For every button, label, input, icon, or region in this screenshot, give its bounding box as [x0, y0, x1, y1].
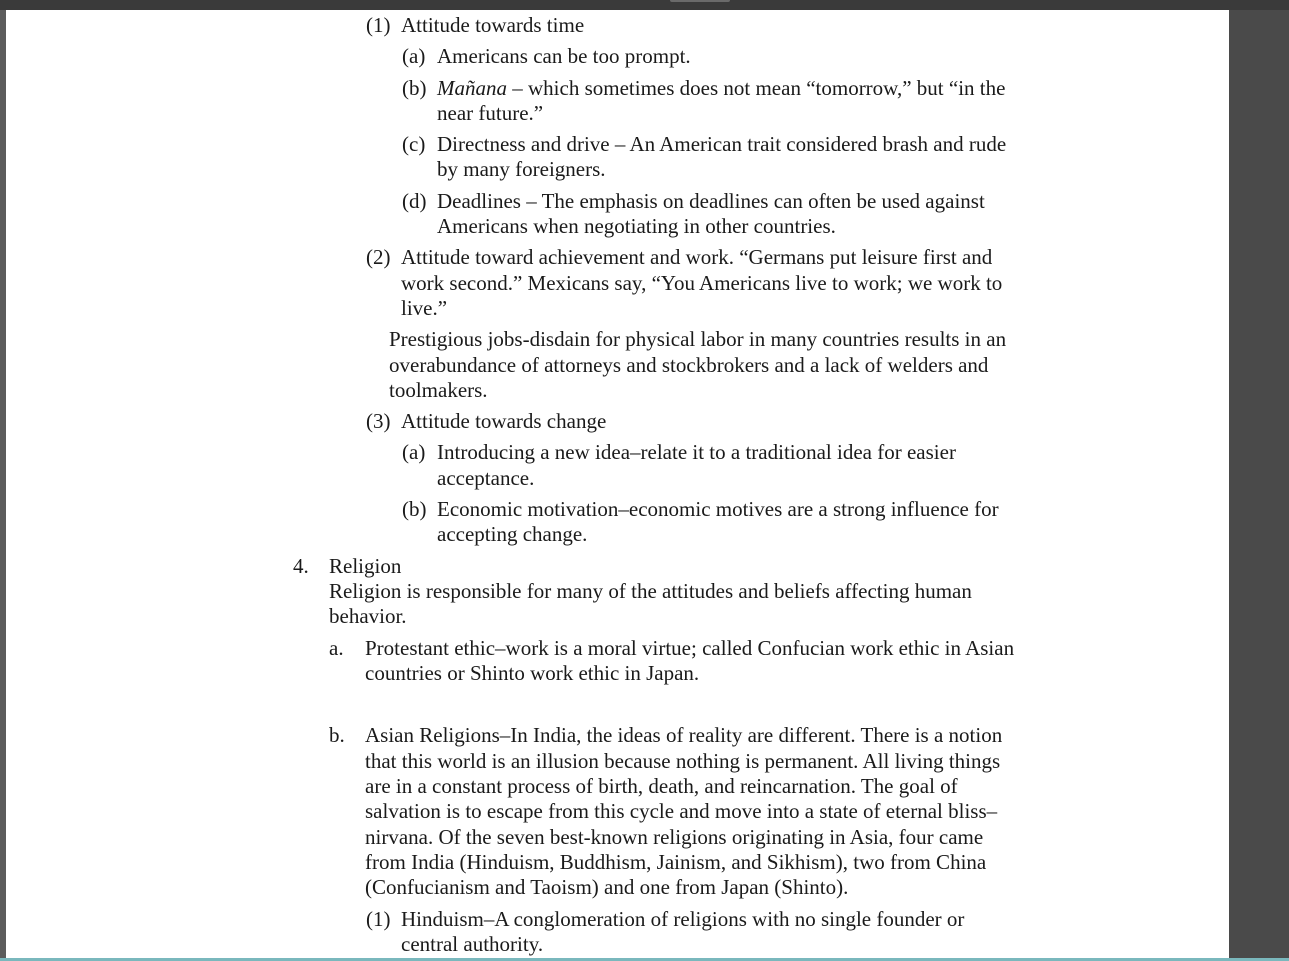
- item-3-label: (3): [366, 409, 391, 433]
- section-4-line-2: behavior.: [329, 604, 407, 628]
- item-1d-label: (d): [402, 189, 427, 213]
- page-tab-indicator[interactable]: [670, 0, 730, 2]
- item-4b-line: Asian Religions–In India, the ideas of reality are different. There is a notion: [365, 723, 1003, 747]
- item-1b-label: (b): [402, 76, 427, 100]
- item-1d-line-1: Deadlines – The emphasis on deadlines can often be used against: [437, 189, 985, 213]
- item-2-label: (2): [366, 245, 391, 269]
- section-4-label: 4.: [293, 554, 309, 578]
- item-4b1-line-2: central authority.: [401, 932, 544, 956]
- item-4a-label: a.: [329, 636, 344, 660]
- item-1c-line-1: Directness and drive – An American trait considered brash and rude: [437, 132, 1007, 156]
- manana-term: Mañana: [437, 76, 507, 100]
- prestige-line-2: overabundance of attorneys and stockbrokers and a lack of welders and: [389, 353, 989, 377]
- section-4-line-1: Religion is responsible for many of the attitudes and beliefs affecting human: [329, 579, 972, 603]
- item-4b-line: (Confucianism and Taoism) and one from Japan (Shinto).: [365, 875, 849, 899]
- item-4b-line: are in a constant process of birth, death, and reincarnation. The goal of: [365, 774, 958, 798]
- item-3b-line-1: Economic motivation–economic motives are a strong influence for: [437, 497, 999, 521]
- item-1d-line-2: Americans when negotiating in other countries.: [437, 214, 836, 238]
- prestige-line-1: Prestigious jobs-disdain for physical labor in many countries results in an: [389, 327, 1007, 351]
- item-3a-line-2: acceptance.: [437, 466, 535, 490]
- item-4b1-label: (1): [366, 907, 391, 931]
- item-1a-label: (a): [402, 44, 426, 68]
- item-1-text: Attitude towards time: [401, 13, 585, 37]
- item-4a-line-1: Protestant ethic–work is a moral virtue; called Confucian work ethic in Asian: [365, 636, 1015, 660]
- item-2-line-1: Attitude toward achievement and work. “Germans put leisure first and: [401, 245, 993, 269]
- right-side-panel: [1229, 10, 1289, 961]
- item-3b-line-2: accepting change.: [437, 522, 588, 546]
- section-4-title: Religion: [329, 554, 402, 578]
- item-2-line-3: live.”: [401, 296, 448, 320]
- item-1c-label: (c): [402, 132, 426, 156]
- item-4b1-line-1: Hinduism–A conglomeration of religions with no single founder or: [401, 907, 965, 931]
- item-4b-line: nirvana. Of the seven best-known religions originating in Asia, four came: [365, 825, 984, 849]
- item-1b-line-1: [437, 76, 1005, 101]
- viewer-top-bar: [0, 0, 1289, 10]
- item-3b-label: (b): [402, 497, 427, 521]
- item-3a-line-1: Introducing a new idea–relate it to a traditional idea for easier: [437, 440, 956, 464]
- item-1b-text-1: – which sometimes does not mean “tomorrow,” but “in the: [507, 76, 1006, 100]
- document-page: [6, 10, 1229, 958]
- prestige-line-3: toolmakers.: [389, 378, 488, 402]
- item-3-text: Attitude towards change: [401, 409, 607, 433]
- item-4b-line: salvation is to escape from this cycle and move into a state of eternal bliss–: [365, 799, 998, 823]
- item-4b-line: that this world is an illusion because nothing is permanent. All living things: [365, 749, 1001, 773]
- item-1a-text: Americans can be too prompt.: [437, 44, 691, 68]
- item-3a-label: (a): [402, 440, 426, 464]
- item-1b-line-2: near future.”: [437, 101, 544, 125]
- item-4b-label: b.: [329, 723, 345, 747]
- item-1c-line-2: by many foreigners.: [437, 157, 606, 181]
- item-4b-line: from India (Hinduism, Buddhism, Jainism, and Sikhism), two from China: [365, 850, 987, 874]
- item-4a-line-2: countries or Shinto work ethic in Japan.: [365, 661, 700, 685]
- item-1-label: (1): [366, 13, 391, 37]
- item-2-line-2: work second.” Mexicans say, “You Americans live to work; we work to: [401, 271, 1003, 295]
